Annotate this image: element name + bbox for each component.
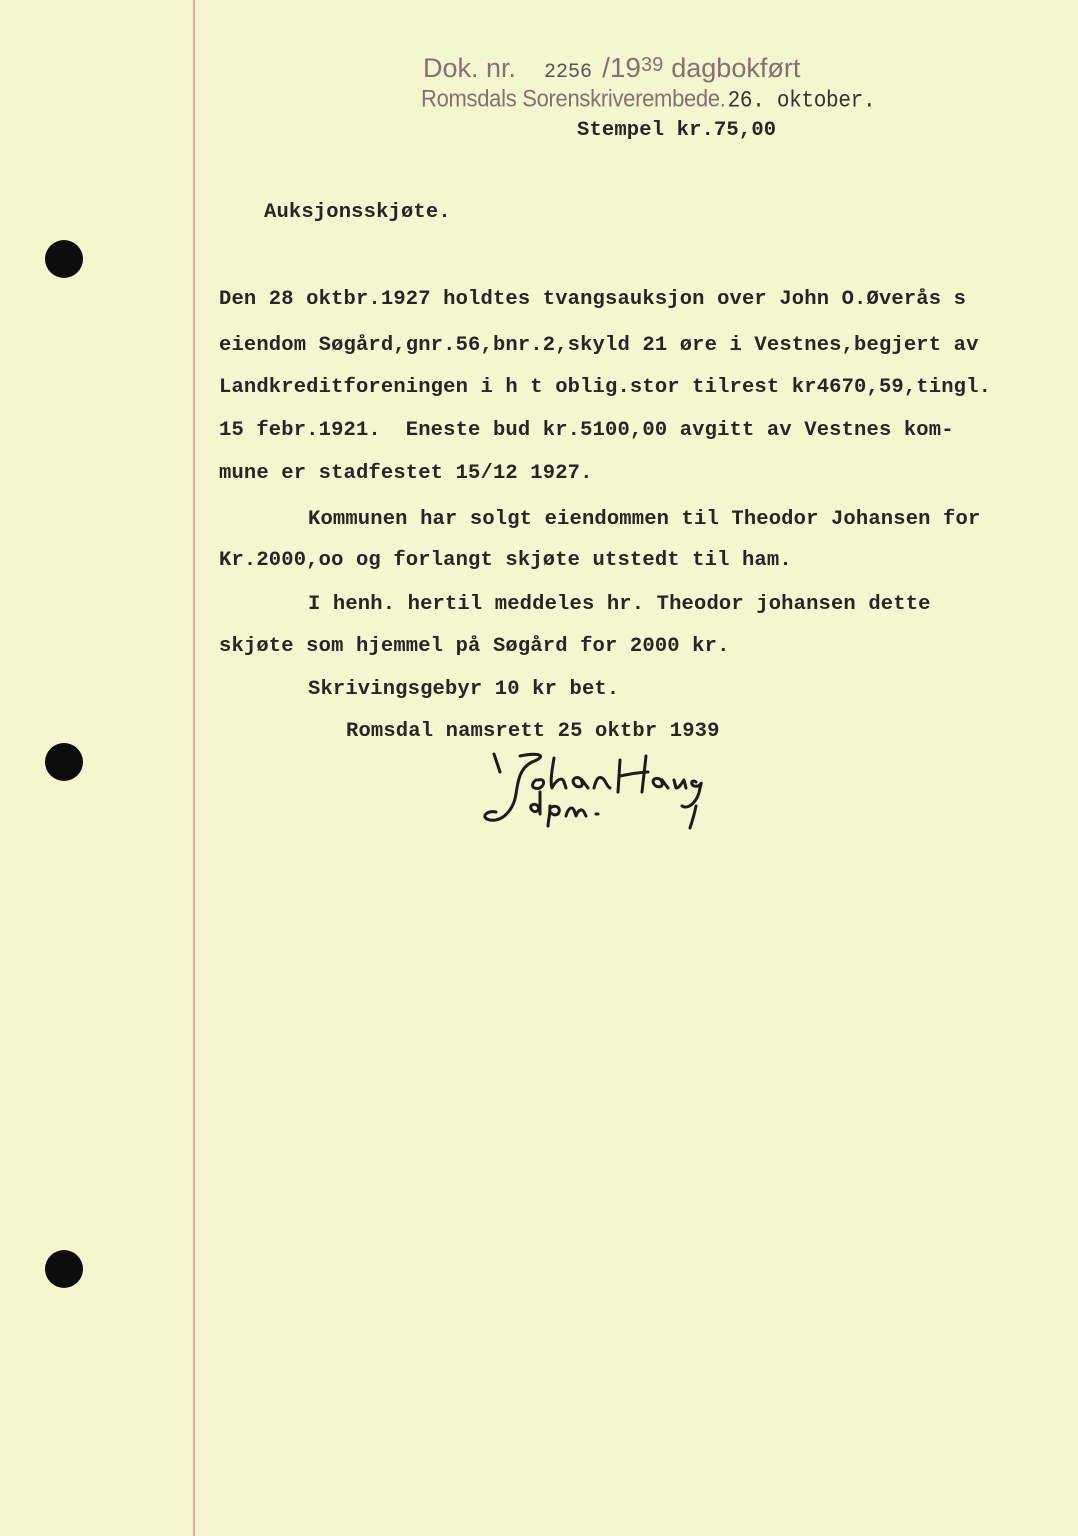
punch-hole-bottom [45, 1250, 83, 1288]
body-line: I henh. hertil meddeles hr. Theodor johansen dette [308, 593, 931, 616]
body-line: eiendom Søgård,gnr.56,bnr.2,skyld 21 øre i Vestnes,begjert av [219, 334, 979, 357]
body-line: 15 febr.1921. Eneste bud kr.5100,00 avgitt av Vestnes kom- [219, 419, 954, 442]
margin-line [193, 0, 195, 1536]
stamp-fee: Stempel kr.75,00 [577, 119, 777, 142]
punch-hole-top [45, 240, 83, 278]
punch-hole-middle [45, 743, 83, 781]
year-suffix: 39 [641, 54, 664, 76]
body-line: Kommunen har solgt eiendommen til Theodor Johansen for [308, 508, 981, 531]
document-title: Auksjonsskjøte. [264, 201, 451, 224]
place-date-line: Romsdal namsrett 25 oktbr 1939 [346, 720, 720, 743]
office-stamp [421, 85, 875, 115]
handwritten-signature [470, 750, 720, 830]
stamp-label-dok: Dok. nr. [423, 53, 517, 83]
stamp-date: 26. oktober. [727, 89, 876, 115]
body-line: Den 28 oktbr.1927 holdtes tvangsauksjon over John O.Øverås s [219, 288, 967, 311]
body-line: mune er stadfestet 15/12 1927. [219, 462, 593, 485]
body-line: Landkreditforeningen i h t oblig.stor tilrest kr4670,59,tingl. [219, 376, 992, 399]
body-line: skjøte som hjemmel på Søgård for 2000 kr. [219, 635, 730, 658]
body-line: Kr.2000,oo og forlangt skjøte utstedt til ham. [219, 549, 792, 572]
body-line: Skrivingsgebyr 10 kr bet. [308, 678, 620, 701]
registration-stamp [423, 52, 800, 84]
year-prefix: /19 [602, 52, 641, 83]
office-name: Romsdals Sorenskriverembede. [421, 84, 726, 113]
doc-number: 2256 [544, 61, 593, 84]
stamp-label-dagbokfort: dagbokført [671, 53, 801, 83]
